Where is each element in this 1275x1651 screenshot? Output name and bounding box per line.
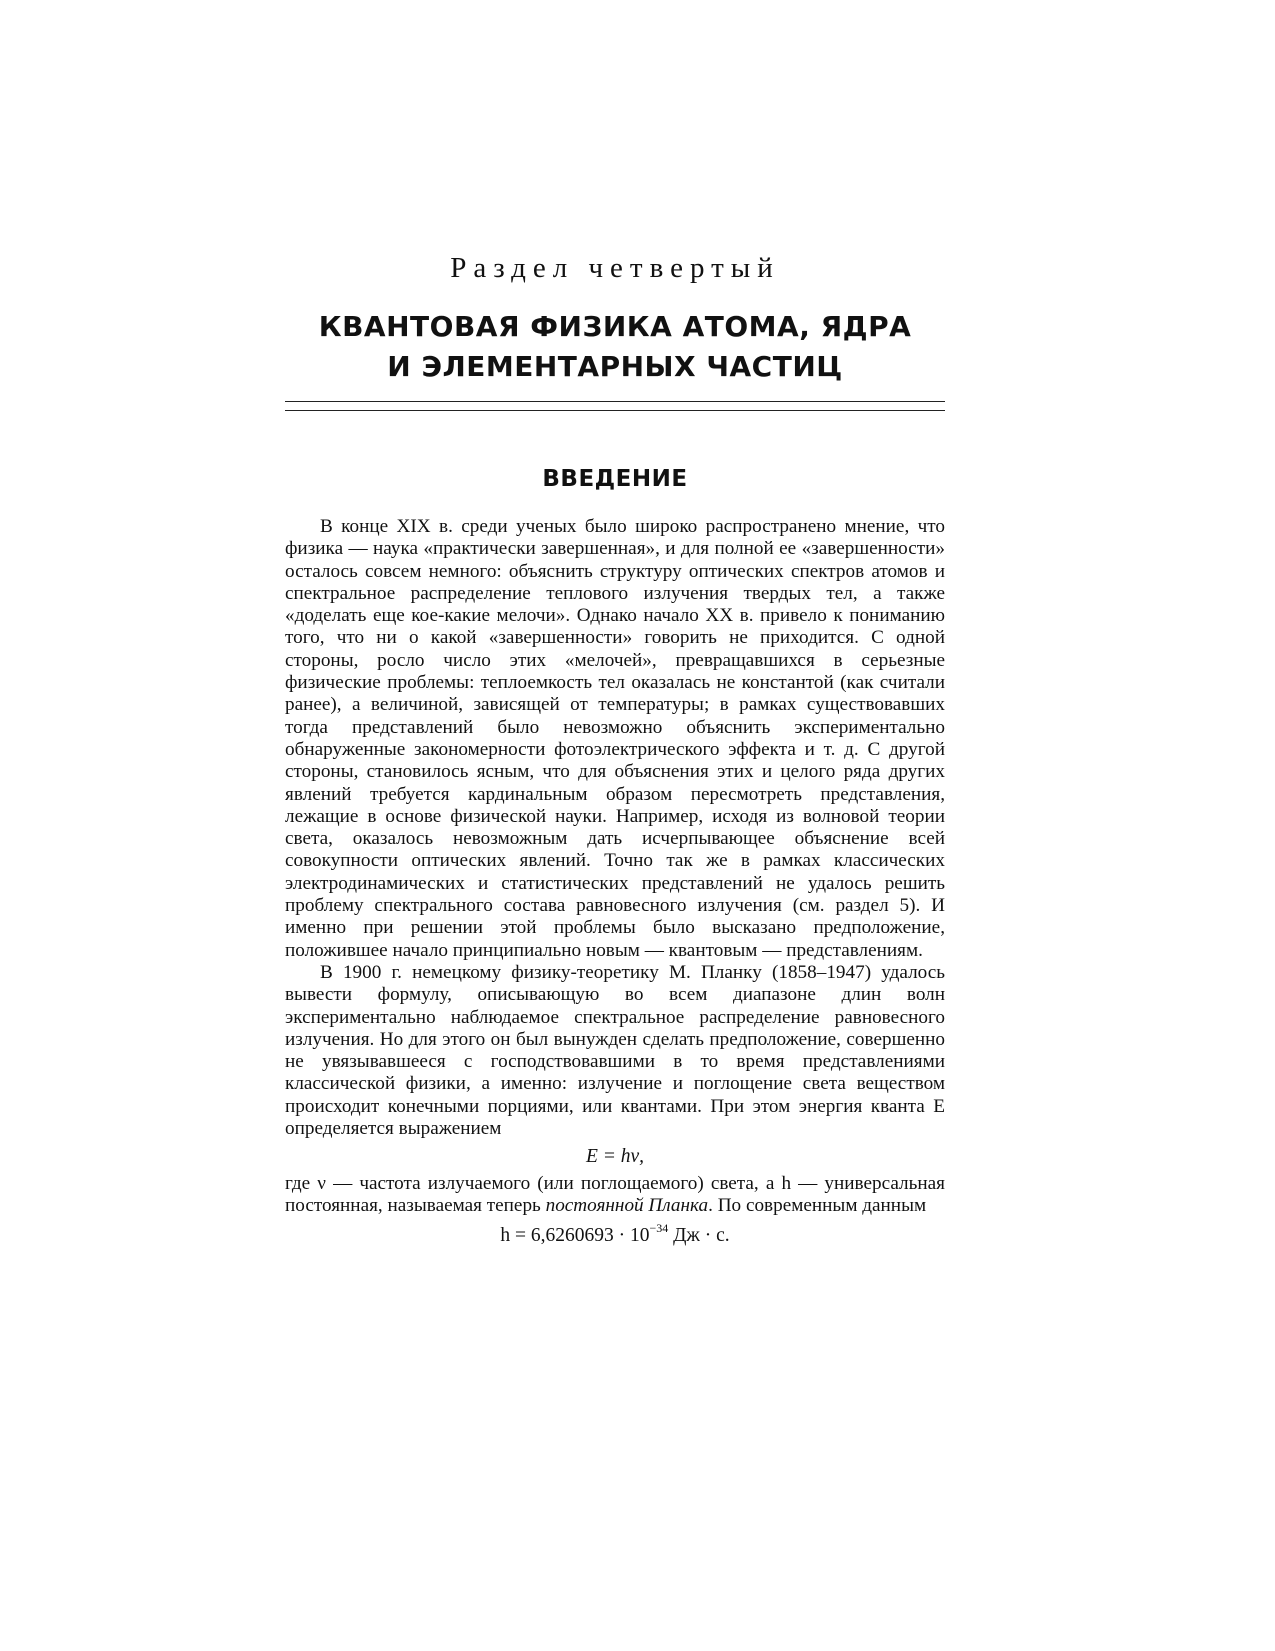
- paragraph-3: [285, 1173, 945, 1218]
- chapter-title-line-1: КВАНТОВАЯ ФИЗИКА АТОМА, ЯДРА: [318, 310, 912, 343]
- paragraph-3-text-b: . По современным данным: [708, 1194, 927, 1216]
- divider-rule-bottom: [285, 410, 945, 411]
- paragraph-2: В 1900 г. немецкому физику-теоретику М. Планку (1858–1947) удалось вывести формулу, описывающую во всем диапазоне длин волн экспериментально наблюдаемое спектральное распределение равновесного излучения. Но для этого он был вынужден сделать предположение, совершенно не увязывавшееся с господствовавшими в то время представлениями классической физики, а именно: излучение и поглощение света веществом происходит конечными порциями, или квантами. При этом энергия кванта E определяется выражением: [285, 961, 945, 1140]
- formula-planck-energy: E = hν,: [585, 1146, 645, 1168]
- formula-2-unit: Дж · с.: [668, 1225, 730, 1247]
- intro-heading: ВВЕДЕНИЕ: [542, 466, 688, 492]
- formula-2-main: h = 6,6260693 · 10: [500, 1225, 650, 1247]
- chapter-title: [285, 307, 945, 387]
- chapter-title-line-2: И ЭЛЕМЕНТАРНЫХ ЧАСТИЦ: [387, 350, 843, 383]
- section-label: Раздел четвертый: [450, 252, 780, 284]
- divider-rule-top: [285, 401, 945, 402]
- formula-planck-constant: [285, 1221, 945, 1247]
- formula-2-exponent: −34: [649, 1221, 669, 1236]
- paragraph-3-text-a: где ν — частота излучаемого (или поглощаемого) света, а h — универсальная постоянная, называемая теперь: [285, 1172, 945, 1216]
- paragraph-3-term: постоянной Планка: [545, 1194, 709, 1216]
- paragraph-1: В конце XIX в. среди ученых было широко распространено мнение, что физика — наука «практически завершенная», и для полной ее «завершенности» осталось совсем немного: объяснить структуру оптических спектров атомов и спектральное распределение теплового излучения твердых тел, а также «доделать еще кое-какие мелочи». Однако начало XX в. привело к пониманию того, что ни о какой «завершенности» говорить не приходится. С одной стороны, росло число этих «мелочей», превращавшихся в серьезные физические проблемы: теплоемкость тел оказалась не константой (как считали ранее), а величиной, зависящей от температуры; в рамках существовавших тогда представлений было невозможно объяснить экспериментально обнаруженные закономерности фотоэлектрического эффекта и т. д. С другой стороны, становилось ясным, что для объяснения этих и целого ряда других явлений требуется кардинальным образом пересмотреть представления, лежащие в основе физической науки. Например, исходя из волновой теории света, оказалось невозможным дать исчерпывающее объяснение всей совокупности оптических явлений. Точно так же в рамках классических электродинамических и статистических представлений не удалось решить проблему спектрального состава равновесного излучения (см. раздел 5). И именно при решении этой проблемы было высказано предположение, положившее начало принципиально новым — квантовым — представлениям.: [285, 516, 945, 961]
- body-text: [285, 516, 945, 1252]
